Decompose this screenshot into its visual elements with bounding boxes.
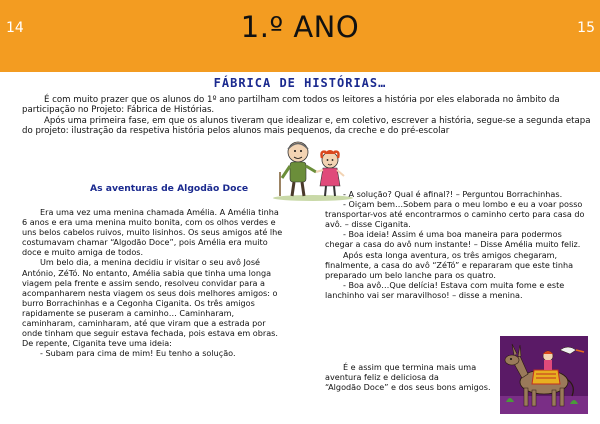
story-paragraph: - Oiçam bem…Sobem para o meu lombo e eu a voar posso transportar-vos até encontrarmos o caminho certo para casa do avô. – disse Ciganita. [325,199,585,230]
closing-line: “Algodão Doce” e dos seus bons amigos. [325,382,491,393]
story-paragraph: - Subam para cima de mim! Eu tenho a solução. [40,348,236,359]
page-number-left: 14 [6,20,24,36]
story-title: As aventuras de Algodão Doce [90,183,249,194]
story-column-left [22,207,284,358]
article-subtitle: FÁBRICA DE HISTÓRIAS… [213,76,387,90]
intro-paragraph: É com muito prazer que os alunos do 1º ano partilham com todos os leitores a história por eles elaborada no âmbito da participação no Projeto: Fábrica de Histórias. [22,95,560,116]
story-paragraph: Um belo dia, a menina decidiu ir visitar o seu avô José António, ZéTó. No entanto, Amélia sabia que tinha uma longa viagem pela frente e assim sendo, resolveu convidar para a acompanharem nesta viagem os seus dois melhores amigos: o burro Borrachinhas e a Cegonha Ciganita. Os três amigos rapidamente se puseram a caminho… Caminharam, caminharam, caminharam, até que viram que a estrada por onde tinham que seguir estava fechada, pois estava em obras. De repente, Ciganita teve uma ideia: [22,257,278,349]
story-paragraph: - Boa avô…Que delícia! Estava com muita fome e este lanchinho vai ser maravilhoso! – disse a menina. [325,279,565,300]
intro-paragraph: Após uma primeira fase, em que os alunos tiveram que idealizar e, em coletivo, escrever a história, segue-se a segunda etapa do projeto: ilustração da respetiva história pelos alunos mais pequenos, da creche e do pré-escolar [22,115,591,136]
story-paragraph: Após esta longa aventura, os três amigos chegaram, finalmente, a casa do avô “ZéTó” e repararam que este tinha preparado um belo lanche para os quatro. [325,249,574,280]
page-number-right: 15 [577,20,595,36]
page-header [0,0,600,72]
page-title: 1.º ANO [240,10,360,44]
story-paragraph: - A solução? Qual é afinal?! – Perguntou Borrachinhas. [343,189,563,199]
closing-line: É e assim que termina mais uma aventura feliz e deliciosa da [325,362,477,383]
intro-text [22,95,592,136]
donkey-and-stork-drawing [500,336,588,414]
story-paragraph: Era uma vez uma menina chamada Amélia. A Amélia tinha 6 anos e era uma menina muito bonita, com os olhos verdes e uns belos cabelos ruivos, muito lisinhos. Os seus amigos até lhe costumavam chamar “Algodão Doce”, pois Amélia era muito doce e muito amiga de todos. [22,207,283,258]
story-paragraph: - Boa ideia! Assim é uma boa maneira para podermos chegar a casa do avô num instante! – Disse Amélia muito feliz. [325,229,581,250]
story-closing [325,362,495,392]
story-column-right [325,189,587,300]
